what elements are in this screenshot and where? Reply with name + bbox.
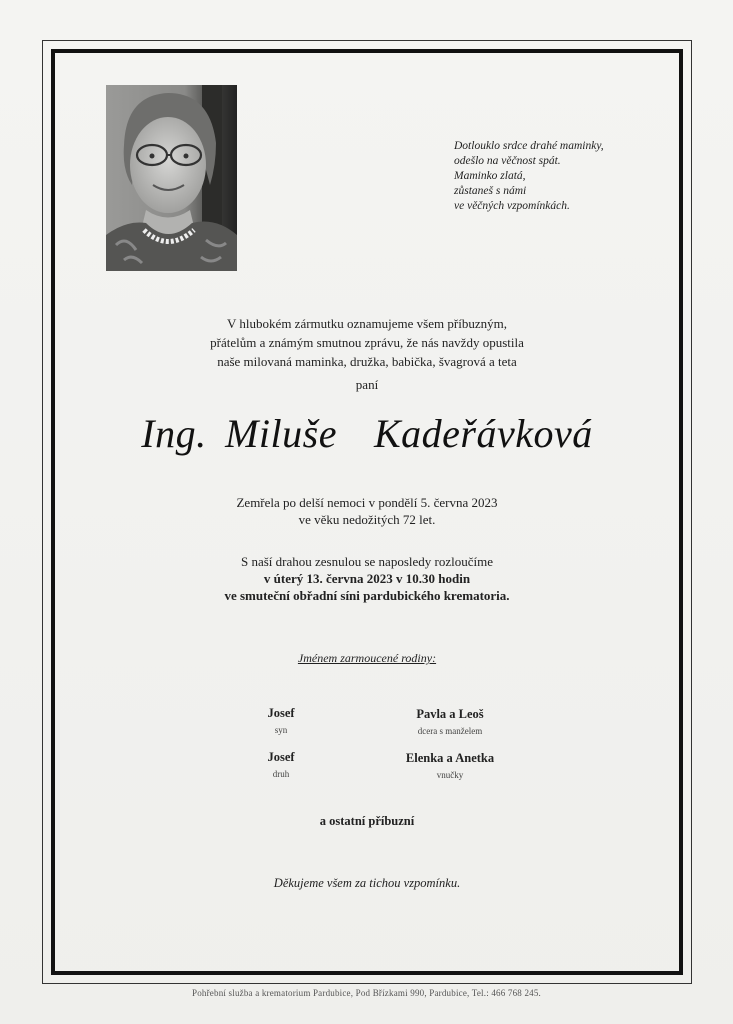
death-details [51, 494, 683, 528]
family-member-name: Josef [267, 706, 295, 720]
announcement-line: přátelům a známým smutnou zprávu, že nás navždy opustila [210, 335, 524, 350]
portrait-photo [106, 85, 237, 271]
family-member-relation: druh [272, 769, 290, 779]
verse-line: zůstaneš s námi [454, 185, 527, 197]
family-member-name: Elenka a Anetka [405, 751, 495, 765]
family-member [201, 706, 361, 735]
thanks-line: Děkujeme všem za tichou vzpomínku. [273, 876, 461, 890]
funeral-date-time: v úterý 13. června 2023 v 10.30 hodin [263, 571, 471, 586]
memorial-verse [454, 139, 654, 214]
family-member-name: Josef [267, 750, 295, 764]
family-member-name: Pavla a Leoš [416, 707, 484, 721]
family-member-relation: dcera s manželem [417, 726, 483, 736]
family-member [370, 707, 530, 736]
announcement-line: V hlubokém zármutku oznamujeme všem příbuzným, [227, 316, 507, 331]
family-member-relation: vnučky [436, 770, 464, 780]
death-line: Zemřela po delší nemoci v pondělí 5. června 2023 [236, 495, 498, 510]
funeral-details [51, 553, 683, 604]
salutation: paní [355, 377, 379, 392]
announcement-text [51, 314, 683, 371]
funeral-service-footer: Pohřební služba a krematorium Pardubice, Pod Břízkami 990, Pardubice, Tel.: 466 768 245. [192, 988, 541, 998]
deceased-name: Ing. Miluše Kadeřávková [141, 411, 593, 456]
funeral-location: ve smuteční obřadní síni pardubického krematoria. [224, 588, 510, 603]
funeral-intro: S naší drahou zesnulou se naposledy rozloučíme [241, 554, 493, 569]
verse-line: odešlo na věčnost spát. [454, 155, 561, 167]
family-heading: Jménem zarmoucené rodiny: [297, 651, 437, 665]
family-member [370, 751, 530, 780]
verse-line: Maminko zlatá, [454, 170, 526, 182]
family-member [201, 750, 361, 779]
announcement-line: naše milovaná maminka, družka, babička, švagrová a teta [217, 354, 517, 369]
death-line: ve věku nedožitých 72 let. [298, 512, 436, 527]
other-relatives: a ostatní příbuzní [319, 814, 415, 828]
verse-line: Dotlouklo srdce drahé maminky, [454, 140, 604, 152]
verse-line: ve věčných vzpomínkách. [454, 200, 570, 212]
family-member-relation: syn [274, 725, 288, 735]
